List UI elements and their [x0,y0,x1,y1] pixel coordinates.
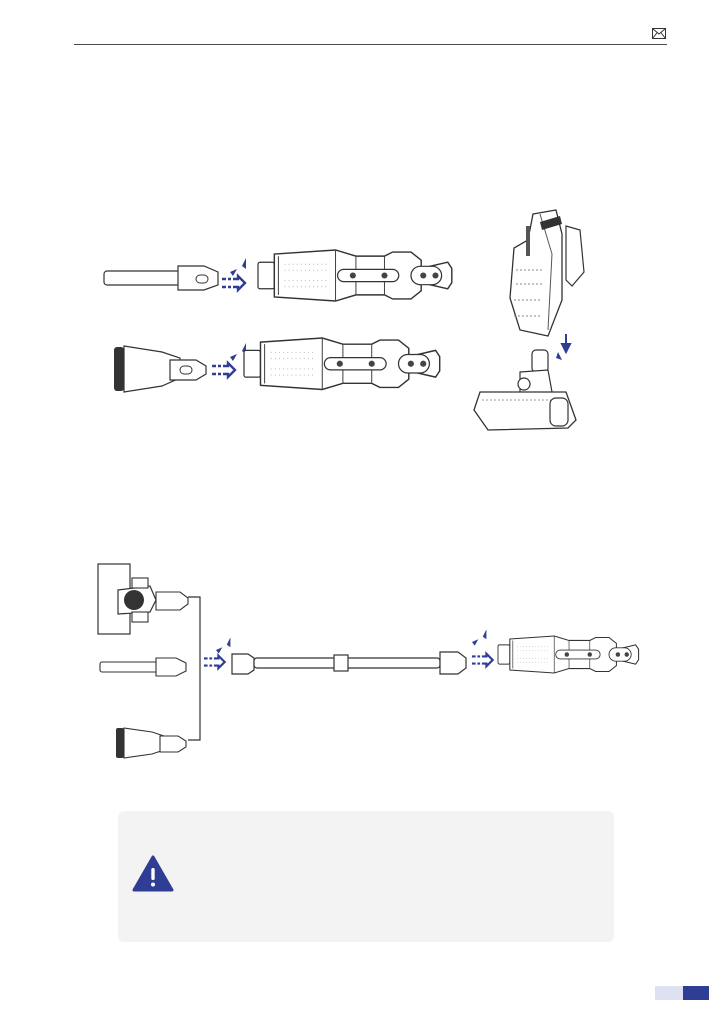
brush-tool [116,728,186,758]
page-tab-accent [683,986,709,1000]
floor-brush [474,350,576,430]
crevice-tool [104,266,218,290]
arrow-icon [230,258,246,276]
mini-brush [98,564,188,634]
handheld-unit [498,636,639,673]
handheld-unit [244,338,440,390]
arrow-icon [472,654,493,667]
brush-tool [114,346,206,392]
notice-box [118,811,614,942]
handheld-unit [258,250,452,301]
crevice-tool [100,658,186,676]
extension-tube [232,652,466,674]
page-tab [655,986,683,1000]
arrow-icon [204,656,225,669]
arrow-icon [216,637,230,653]
stick-vacuum [510,210,584,336]
arrow-icon [222,276,245,290]
arrow-icon [472,629,486,645]
arrow-icon [556,334,570,360]
warning-icon [132,855,174,893]
arrow-icon [212,363,235,377]
